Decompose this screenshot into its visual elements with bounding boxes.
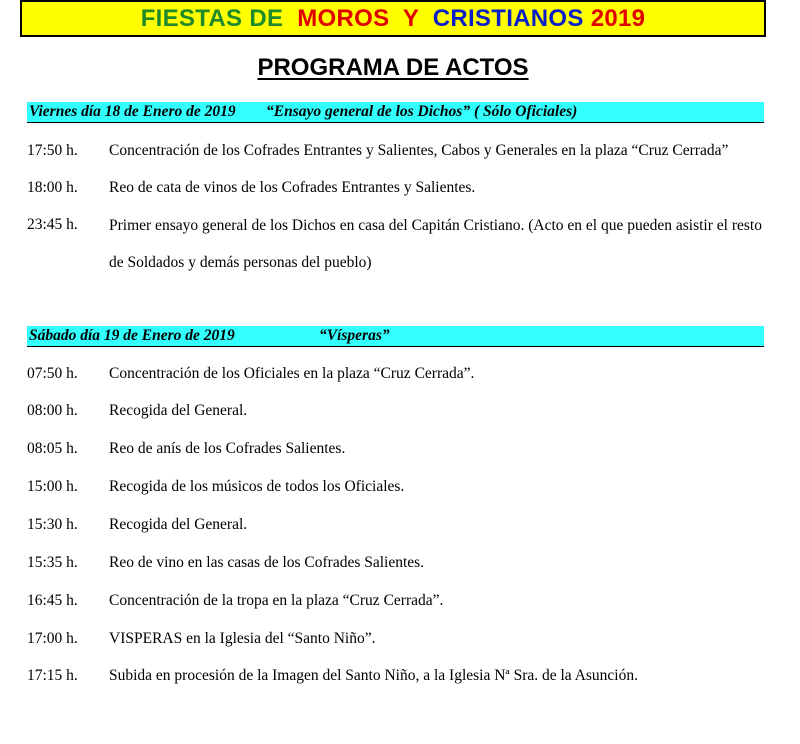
event-text: Concentración de la tropa en la plaza “Cruz Cerrada”.: [109, 592, 444, 609]
event-text: Primer ensayo general de los Dichos en casa del Capitán Cristiano. (Acto en el que pueden asistir el resto de Soldados y demás personas del pueblo): [109, 217, 762, 271]
day-label: Viernes día 18 de Enero de 2019: [29, 103, 236, 120]
event-text: Recogida del General.: [109, 402, 248, 419]
title-part-fiestas: FIESTAS DE: [140, 4, 298, 32]
event-time: 07:50 h.: [27, 365, 78, 382]
event-text: VISPERAS en la Iglesia del “Santo Niño”.: [109, 630, 376, 647]
event-time: 17:15 h.: [27, 667, 78, 684]
day-name: “Ensayo general de los Dichos” ( Sólo Oficiales): [266, 103, 578, 120]
event-text: Subida en procesión de la Imagen del Santo Niño, a la Iglesia Nª Sra. de la Asunción.: [109, 667, 638, 684]
page-heading: PROGRAMA DE ACTOS: [257, 54, 529, 81]
day-name: “Vísperas”: [319, 327, 390, 344]
event-text: Recogida del General.: [109, 516, 248, 533]
event-text: Concentración de los Cofrades Entrantes y Salientes, Cabos y Generales en la plaza “Cruz Cerrada”: [109, 142, 729, 159]
event-text: Concentración de los Oficiales en la plaza “Cruz Cerrada”.: [109, 365, 475, 382]
title-part-year: 2019: [590, 4, 646, 32]
event-time: 16:45 h.: [27, 592, 78, 609]
event-time: 15:00 h.: [27, 478, 78, 495]
event-text: Reo de anís de los Cofrades Salientes.: [109, 440, 346, 457]
day-header-saturday: [27, 326, 764, 347]
event-text: Reo de vino en las casas de los Cofrades Salientes.: [109, 554, 425, 571]
title-part-cristianos: CRISTIANOS: [432, 4, 591, 32]
event-time: 17:50 h.: [27, 142, 78, 159]
event-text: Recogida de los músicos de todos los Oficiales.: [109, 478, 405, 495]
day-header-friday: [27, 102, 764, 123]
event-time: 15:35 h.: [27, 554, 78, 571]
title-banner: [20, 0, 766, 37]
day-label: Sábado día 19 de Enero de 2019: [29, 327, 235, 344]
event-time: 08:00 h.: [27, 402, 78, 419]
event-time: 08:05 h.: [27, 440, 78, 457]
event-time: 23:45 h.: [27, 216, 78, 233]
event-time: 18:00 h.: [27, 179, 78, 196]
event-time: 15:30 h.: [27, 516, 78, 533]
event-text: Reo de cata de vinos de los Cofrades Entrantes y Salientes.: [109, 179, 476, 196]
event-time: 17:00 h.: [27, 630, 78, 647]
title-part-moros: MOROS Y: [297, 4, 433, 32]
